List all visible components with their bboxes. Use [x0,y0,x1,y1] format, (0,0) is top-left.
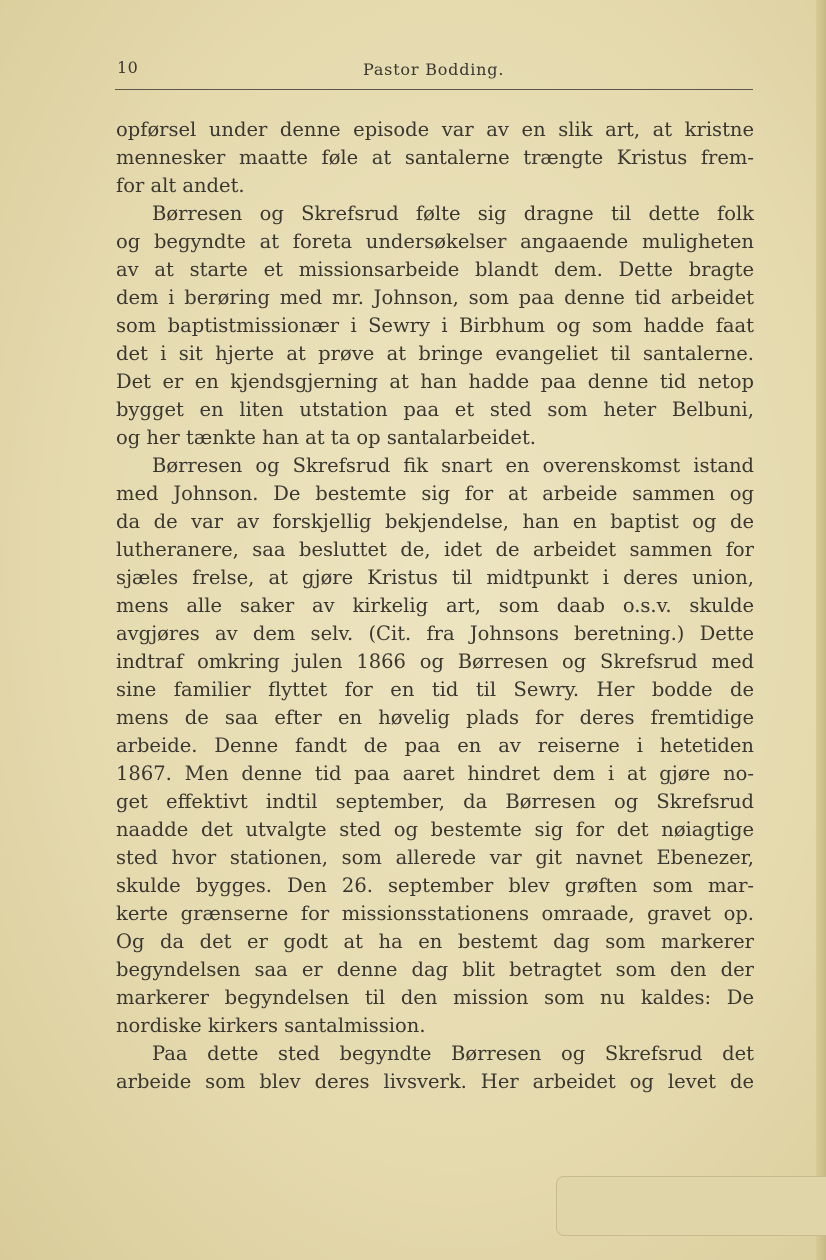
text-line: det i sit hjerte at prøve at bringe evangeliet til santalerne. [116,342,754,365]
text-line: Paa dette sted begyndte Børresen og Skrefsrud det [152,1042,754,1065]
text-line: mens alle saker av kirkelig art, som daab o.s.v. skulde [116,594,754,617]
running-title: Pastor Bodding. [363,60,505,79]
text-line: lutheranere, saa besluttet de, idet de arbeidet sammen for [116,538,754,561]
text-line: av at starte et missionsarbeide blandt dem. Dette bragte [116,258,754,281]
text-line: markerer begyndelsen til den mission som nu kaldes: De [116,986,754,1009]
text-line: skulde bygges. Den 26. september blev grøften som mar- [116,874,754,897]
text-line: avgjøres av dem selv. (Cit. fra Johnsons beretning.) Dette [116,622,754,645]
text-line: mennesker maatte føle at santalerne trængte Kristus frem- [116,146,754,169]
text-line: som baptistmissionær i Sewry i Birbhum og som hadde faat [116,314,754,337]
text-line: begyndelsen saa er denne dag blit betragtet som den der [116,958,754,981]
text-line: opførsel under denne episode var av en slik art, at kristne [116,118,754,141]
page-header [115,56,753,86]
text-line: sine familier flyttet for en tid til Sewry. Her bodde de [116,678,754,701]
text-line: med Johnson. De bestemte sig for at arbeide sammen og [116,482,754,505]
scan-artifact-box [556,1176,826,1236]
text-line: dem i berøring med mr. Johnson, som paa denne tid arbeidet [116,286,754,309]
text-line: for alt andet. [116,174,245,197]
text-line: sted hvor stationen, som allerede var git navnet Ebenezer, [116,846,754,869]
page-edge-shadow [816,0,826,1260]
text-line: naadde det utvalgte sted og bestemte sig for det nøiagtige [116,818,754,841]
text-line: indtraf omkring julen 1866 og Børresen og Skrefsrud med [116,650,754,673]
text-line: og her tænkte han at ta op santalarbeidet. [116,426,536,449]
text-line: kerte grænserne for missionsstationens omraade, gravet op. [116,902,754,925]
text-line: sjæles frelse, at gjøre Kristus til midtpunkt i deres union, [116,566,754,589]
text-line: mens de saa efter en høvelig plads for deres fremtidige [116,706,754,729]
text-line: Børresen og Skrefsrud fik snart en overenskomst istand [152,454,754,477]
page-number: 10 [117,58,139,77]
header-rule [115,89,753,90]
text-line: arbeide. Denne fandt de paa en av reiserne i hetetiden [116,734,754,757]
body-text [116,116,754,1096]
text-line: 1867. Men denne tid paa aaret hindret dem i at gjøre no- [116,762,754,785]
text-line: bygget en liten utstation paa et sted som heter Belbuni, [116,398,754,421]
text-line: Det er en kjendsgjerning at han hadde paa denne tid netop [116,370,754,393]
text-line: arbeide som blev deres livsverk. Her arbeidet og levet de [116,1070,754,1093]
text-line: Børresen og Skrefsrud følte sig dragne til dette folk [152,202,754,225]
text-line: get effektivt indtil september, da Børresen og Skrefsrud [116,790,754,813]
text-line: og begyndte at foreta undersøkelser angaaende muligheten [116,230,754,253]
text-line: Og da det er godt at ha en bestemt dag som markerer [116,930,754,953]
text-line: nordiske kirkers santalmission. [116,1014,426,1037]
text-line: da de var av forskjellig bekjendelse, han en baptist og de [116,510,754,533]
